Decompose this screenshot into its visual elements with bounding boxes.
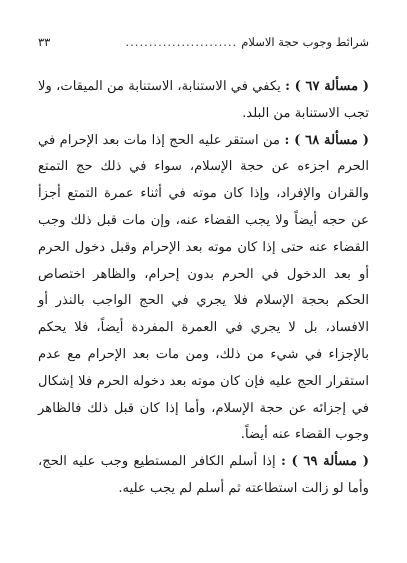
paragraph-masala-67 <box>38 74 369 128</box>
masala-label: ( مسألة ٦٨ ) : <box>284 132 369 148</box>
page-body <box>38 74 369 503</box>
paragraph-masala-69 <box>38 449 369 503</box>
masala-label: ( مسألة ٦٧ ) : <box>285 79 369 94</box>
header-leader-dots: ........................ <box>125 35 238 49</box>
page-number: ٣٣ <box>38 35 51 49</box>
masala-label: ( مسألة ٦٩ ) : <box>280 454 370 470</box>
running-header-title: شرائط وجوب حجة الاسلام <box>241 35 369 49</box>
paragraph-text: إذا أسلم الكافر المستطيع وجب عليه الحج، وأما لو زالت استطاعته ثم أسلم لم يجب عليه. <box>38 454 369 496</box>
paragraph-text: يكفي في الاستنابة، الاستنابة من الميقات، ولا تجب الاستنابة من البلد. <box>38 79 369 121</box>
paragraph-masala-68 <box>38 128 369 450</box>
running-header <box>38 34 369 50</box>
paragraph-text: من استقر عليه الحج إذا مات بعد الإحرام في الحرم اجزءه عن حجة الإسلام، سواء في ذلك حج التمتع والقران والإفراد، وإذا كان موته في أثناء عمرة التمتع أجزأ عن حجه أيضاً ولا يجب القضاء عنه، وإن مات قبل ذلك وجب القضاء عنه حتى إذا كان موته بعد الإحرام وقبل دخول الحرم أو بعد الدخول في الحرم بدون إحرام، والظاهر اختصاص الحكم بحجة الإسلام فلا يجري في الحج الواجب بالنذر أو الافساد، بل لا يجري في العمرة المفردة أيضاً، فلا يحكم بالإجزاء في شيء من ذلك، ومن مات بعد الإحرام مع عدم استقرار الحج عليه فإن كان موته بعد دخوله الحرم فلا إشكال في إجزائه عن حجة الإسلام، وأما إذا كان قبل ذلك فالظاهر وجوب القضاء عنه أيضاً. <box>38 132 369 443</box>
